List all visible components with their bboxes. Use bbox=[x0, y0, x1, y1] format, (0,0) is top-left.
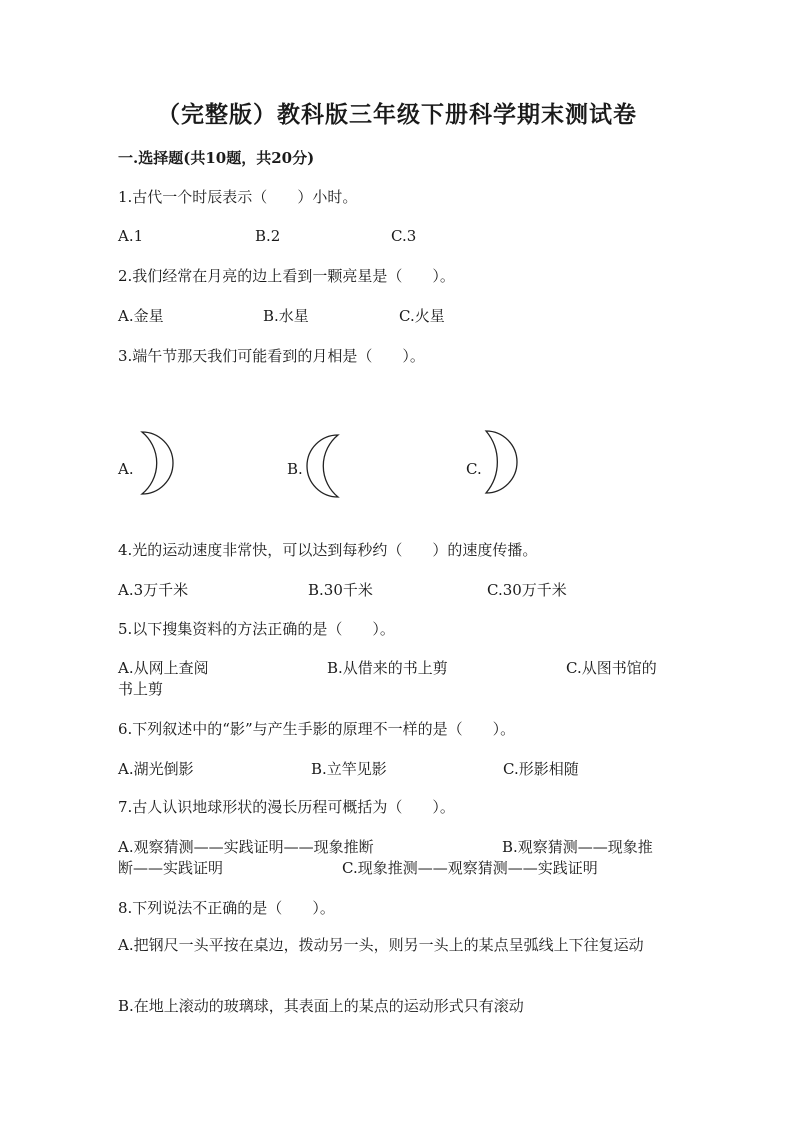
question-4: 4.光的运动速度非常快，可以达到每秒约（ ）的速度传播。 bbox=[118, 541, 538, 559]
question-2: 2.我们经常在月亮的边上看到一颗亮星是（ ）。 bbox=[118, 267, 455, 285]
q3-option-a[interactable]: A. bbox=[118, 460, 134, 478]
q6-option-b[interactable]: B.立竿见影 bbox=[311, 760, 387, 778]
q3-option-b[interactable]: B. bbox=[287, 460, 303, 478]
q4-option-a[interactable]: A.3万千米 bbox=[118, 581, 189, 599]
question-1: 1.古代一个时辰表示（ ）小时。 bbox=[118, 188, 358, 206]
question-6: 6.下列叙述中的“影”与产生手影的原理不一样的是（ ）。 bbox=[118, 720, 516, 738]
q6-option-a[interactable]: A.湖光倒影 bbox=[118, 760, 194, 778]
q5-option-b[interactable]: B.从借来的书上剪 bbox=[327, 659, 448, 677]
q3-option-c[interactable]: C. bbox=[466, 460, 482, 478]
question-7: 7.古人认识地球形状的漫长历程可概括为（ ）。 bbox=[118, 798, 455, 816]
q7-option-b[interactable]: B.观察猜测——现象推 bbox=[502, 838, 653, 856]
q8-option-a[interactable]: A.把钢尺一头平按在桌边，拨动另一头，则另一头上的某点呈弧线上下往复运动 bbox=[118, 936, 644, 954]
waxing-crescent-moon-icon bbox=[138, 430, 178, 496]
q5-option-c[interactable]: C.从图书馆的 bbox=[566, 659, 657, 677]
q5-option-a[interactable]: A.从网上查阅 bbox=[118, 659, 209, 677]
q7-option-c[interactable]: C.现象推测——观察猜测——实践证明 bbox=[342, 859, 598, 877]
waxing-gibbous-moon-icon bbox=[482, 429, 526, 495]
q2-option-b[interactable]: B.水星 bbox=[263, 307, 309, 325]
section-heading: 一.选择题(共10题，共20分) bbox=[118, 149, 315, 167]
q2-option-a[interactable]: A.金星 bbox=[118, 307, 164, 325]
question-5: 5.以下搜集资料的方法正确的是（ ）。 bbox=[118, 620, 395, 638]
q7-option-b-continued: 断——实践证明 bbox=[118, 859, 224, 877]
q6-option-c[interactable]: C.形影相随 bbox=[503, 760, 579, 778]
q4-option-b[interactable]: B.30千米 bbox=[308, 581, 373, 599]
q5-option-c-continued: 书上剪 bbox=[118, 680, 164, 698]
q8-option-b[interactable]: B.在地上滚动的玻璃球，其表面上的某点的运动形式只有滚动 bbox=[118, 997, 524, 1015]
waning-crescent-moon-icon bbox=[302, 433, 342, 499]
question-3: 3.端午节那天我们可能看到的月相是（ ）。 bbox=[118, 347, 425, 365]
q7-option-a[interactable]: A.观察猜测——实践证明——现象推断 bbox=[118, 838, 374, 856]
question-8: 8.下列说法不正确的是（ ）。 bbox=[118, 899, 335, 917]
q1-option-b[interactable]: B.2 bbox=[255, 227, 281, 245]
page-title: （完整版）教科版三年级下册科学期末测试卷 bbox=[157, 101, 637, 128]
q4-option-c[interactable]: C.30万千米 bbox=[487, 581, 567, 599]
q1-option-c[interactable]: C.3 bbox=[391, 227, 417, 245]
q1-option-a[interactable]: A.1 bbox=[118, 227, 144, 245]
q2-option-c[interactable]: C.火星 bbox=[399, 307, 445, 325]
